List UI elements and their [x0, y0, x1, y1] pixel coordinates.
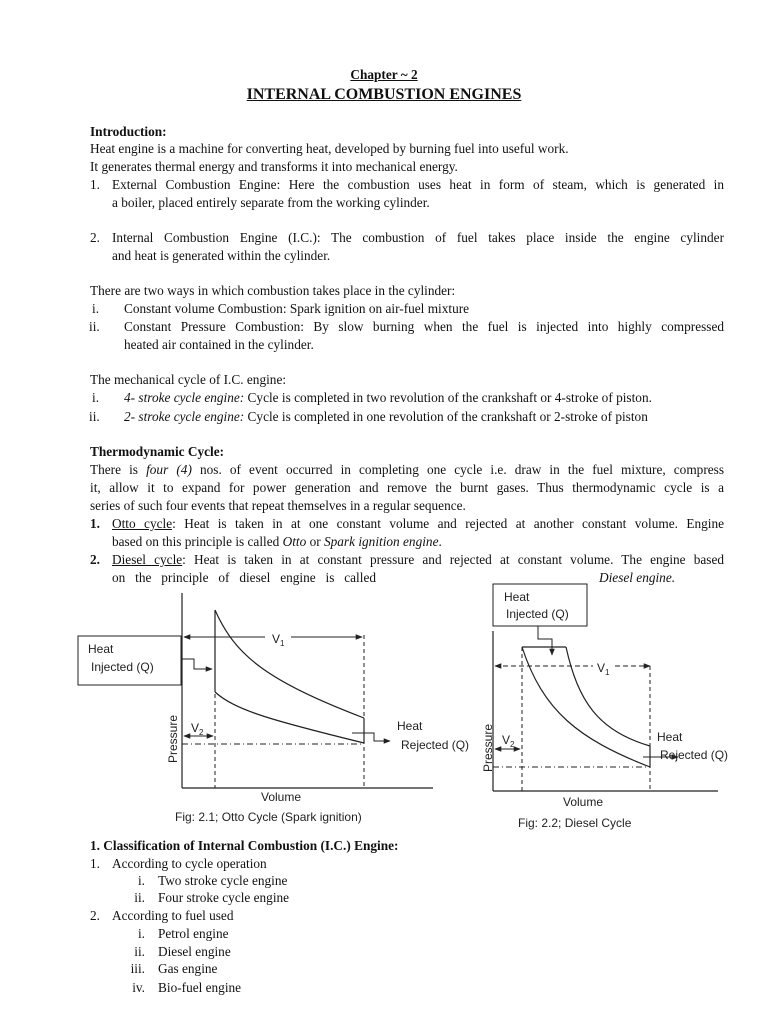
fuel-item-4-marker: iv. — [132, 980, 145, 995]
otto-line-1 — [112, 515, 724, 532]
intro-heading: Introduction: — [90, 124, 167, 139]
otto-line-2 — [112, 533, 442, 550]
otto-marker: 1. — [90, 516, 100, 531]
otto-line-2-c: . — [438, 534, 442, 549]
diesel-xlabel: Volume — [563, 795, 604, 809]
fuel-item-2-marker: ii. — [134, 944, 145, 959]
otto-heat-in-arrow — [181, 659, 212, 669]
diesel-marker: 2. — [90, 552, 100, 567]
thermo-line-3: series of such four events that repeat themselves in a regular sequence. — [90, 498, 466, 513]
diesel-v2-label: $V_2$ — [502, 733, 515, 749]
mech-ii-term: 2- stroke cycle engine: — [124, 409, 245, 424]
intro-item-1-line-2: a boiler, placed entirely separate from the working cylinder. — [112, 195, 430, 210]
otto-heat-out-label-2: Rejected (Q) — [401, 738, 470, 752]
ways-ii-line-2: heated air contained in the cylinder. — [124, 337, 314, 352]
diesel-heat-out-label-1: Heat — [657, 730, 683, 744]
mech-ii-text: Cycle is completed in one revolution of the crankshaft or 2-stroke of piston — [244, 409, 648, 424]
classification-group-1-label: According to cycle operation — [112, 856, 267, 871]
otto-heat-out-arrow — [352, 733, 390, 741]
diesel-term: Diesel cycle — [112, 552, 183, 567]
mech-i-term: 4- stroke cycle engine: — [124, 390, 245, 405]
thermo-line-1 — [90, 461, 724, 478]
intro-item-1-marker: 1. — [90, 177, 100, 192]
fuel-item-3-text: Gas engine — [158, 961, 218, 976]
fuel-item-4-text: Bio-fuel engine — [158, 980, 242, 995]
otto-line-1-text: : Heat is taken in at one constant volume and rejected at another constant volume. Engine — [172, 516, 725, 531]
classification-group-2-marker: 2. — [90, 908, 100, 923]
page-title — [0, 85, 768, 104]
diesel-compression-curve — [522, 647, 650, 767]
ways-ii-marker: ii. — [89, 319, 100, 334]
mech-i-line — [124, 389, 652, 406]
ways-lead: There are two ways in which combustion takes place in the cylinder: — [90, 283, 456, 298]
intro-paragraph-2: It generates thermal energy and transforms it into mechanical energy. — [90, 159, 458, 174]
otto-compression-curve — [215, 692, 364, 743]
intro-item-2-line-2: and heat is generated within the cylinder. — [112, 248, 331, 263]
otto-v1-label: $V_1$ — [272, 632, 285, 648]
otto-ylabel: Pressure — [166, 714, 180, 763]
thermo-heading: Thermodynamic Cycle: — [90, 444, 225, 459]
page-title-text: INTERNAL COMBUSTION ENGINES — [246, 86, 522, 103]
intro-item-2-line-1: Internal Combustion Engine (I.C.): The combustion of fuel takes place inside the engine cylinder — [112, 230, 724, 245]
fuel-item-2-text: Diesel engine — [158, 944, 231, 959]
diesel-heat-in-arrow — [538, 626, 552, 655]
fuel-item-1-text: Petrol engine — [158, 926, 229, 941]
otto-line-2-italic-2: Spark ignition engine — [323, 534, 439, 549]
cycle-item-2-marker: ii. — [134, 890, 145, 905]
classification-group-2-label: According to fuel used — [112, 908, 234, 923]
mech-ii-line — [124, 408, 648, 425]
otto-heat-out-label-1: Heat — [397, 719, 423, 733]
chapter-label: Chapter ~ 2 — [350, 67, 418, 82]
ways-ii-line-1: Constant Pressure Combustion: By slow burning when the fuel is injected into highly compressed — [124, 319, 724, 334]
otto-figure-caption: Fig: 2.1; Otto Cycle (Spark ignition) — [175, 810, 362, 824]
cycle-item-1-text: Two stroke cycle engine — [158, 873, 288, 888]
otto-line-2-a: based on this principle is called — [112, 534, 283, 549]
ways-i-text: Constant volume Combustion: Spark ignition on air-fuel mixture — [124, 301, 470, 316]
diesel-figure-caption: Fig: 2.2; Diesel Cycle — [518, 816, 632, 830]
mech-lead: The mechanical cycle of I.C. engine: — [90, 372, 287, 387]
otto-line-2-italic-1: Otto — [282, 534, 307, 549]
diesel-heat-in-label-1: Heat — [504, 590, 530, 604]
classification-heading: 1. Classification of Internal Combustion (I.C.) Engine: — [90, 838, 399, 853]
diesel-v1-label: $V_1$ — [597, 661, 610, 677]
thermo-line-1-italic: four (4) — [146, 462, 192, 477]
mech-ii-marker: ii. — [89, 409, 100, 424]
intro-item-2-marker: 2. — [90, 230, 100, 245]
otto-term: Otto cycle — [112, 516, 173, 531]
cycle-item-2-text: Four stroke cycle engine — [158, 890, 290, 905]
diesel-heat-in-label-2: Injected (Q) — [506, 607, 569, 621]
otto-line-2-b: or — [306, 534, 324, 549]
otto-expansion-curve — [215, 610, 364, 718]
diesel-line-2-italic: Diesel engine. — [599, 570, 676, 585]
diesel-heat-out-label-2: Rejected (Q) — [660, 748, 729, 762]
otto-cycle-diagram — [60, 585, 470, 810]
thermo-line-1-a: There is — [90, 462, 147, 477]
diesel-line-2: on the principle of diesel engine is called — [112, 570, 376, 585]
otto-xlabel: Volume — [261, 790, 302, 804]
otto-v2-label: $V_2$ — [191, 721, 204, 737]
diesel-line-1-text: : Heat is taken in at constant pressure and rejected at constant volume. The engine based — [182, 552, 724, 567]
diesel-line-1 — [112, 551, 724, 568]
intro-paragraph-1: Heat engine is a machine for converting heat, developed by burning fuel into useful work. — [90, 141, 569, 156]
intro-item-1-line-1: External Combustion Engine: Here the combustion uses heat in form of steam, which is generated in — [112, 177, 724, 192]
ways-i-marker: i. — [92, 301, 100, 316]
fuel-item-1-marker: i. — [137, 926, 145, 941]
cycle-item-1-marker: i. — [137, 873, 145, 888]
mech-i-text: Cycle is completed in two revolution of the crankshaft or 4-stroke of piston. — [244, 390, 652, 405]
mech-i-marker: i. — [92, 390, 100, 405]
otto-heat-in-label-2: Injected (Q) — [91, 660, 154, 674]
otto-heat-in-label-1: Heat — [88, 642, 114, 656]
thermo-line-2: it, allow it to expand for power generation and remove the burnt gases. Thus thermodynamic cycle is a — [90, 480, 724, 495]
diesel-ylabel: Pressure — [481, 723, 495, 772]
thermo-line-1-b: nos. of event occurred in completing one cycle i.e. draw in the fuel mixture, compress — [191, 462, 725, 477]
diesel-cycle-diagram — [478, 581, 758, 813]
classification-group-1-marker: 1. — [90, 856, 100, 871]
fuel-item-3-marker: iii. — [130, 961, 145, 976]
